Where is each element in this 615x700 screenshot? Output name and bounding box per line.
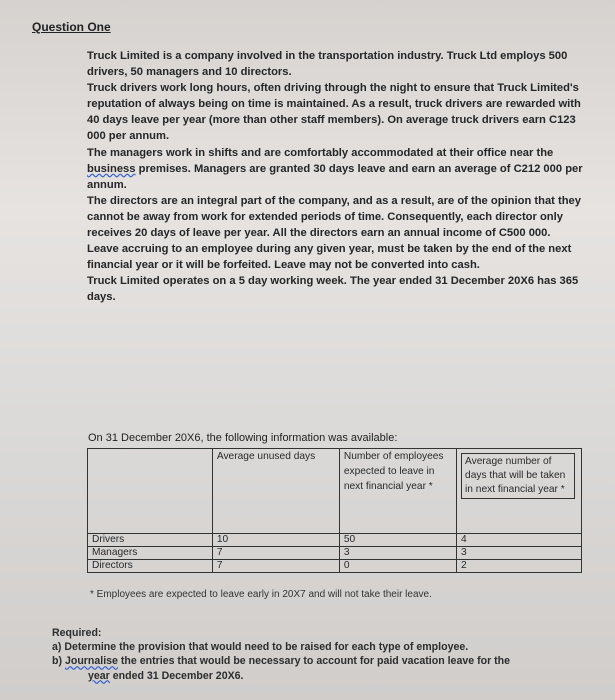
table-row xyxy=(88,534,582,547)
leave-info-table xyxy=(87,448,582,573)
row-leave: 50 xyxy=(339,534,456,547)
question-heading: Question One xyxy=(32,20,111,34)
paragraph-company: Truck Limited is a company involved in the transportation industry. Truck Ltd employs 500 drivers, 50 managers and 10 directors. xyxy=(87,50,568,79)
row-label: Drivers xyxy=(88,534,213,547)
paragraph-managers-start: The managers work in shifts and are comfortably accommodated at their office near the xyxy=(87,146,554,159)
paragraph-managers-end: premises. Managers are granted 30 days leave and earn an average of C212 000 per annum. xyxy=(87,162,583,191)
spellcheck-word-business: business xyxy=(87,162,136,175)
table-row xyxy=(88,560,582,573)
header-employees-leaving: Number of employees expected to leave in next financial year * xyxy=(339,449,456,534)
paragraph-managers xyxy=(87,145,587,193)
table-intro: On 31 December 20X6, the following information was available: xyxy=(88,432,398,444)
header-days-taken: Average number of days that will be taken in next financial year * xyxy=(457,449,582,534)
row-leave: 3 xyxy=(339,547,456,560)
paragraph-directors: The directors are an integral part of the company, and as a result, are of the opinion that they cannot be away from work for extended periods of time. Consequently, each director only receives 20 days of leave per year. All the directors earn an annual income of C500 000. xyxy=(87,194,582,240)
required-title: Required: xyxy=(52,627,102,639)
question-body xyxy=(87,48,587,306)
spellcheck-word-journalise: Journalise xyxy=(64,655,118,668)
required-part-b: b) Journalise the entries that would be necessary to account for paid vacation leave for the xyxy=(52,655,511,668)
required-part-a: a) Determine the provision that would need to be raised for each type of employee. xyxy=(52,641,469,654)
row-unused: 10 xyxy=(212,534,339,547)
header-unused-days: Average unused days xyxy=(212,449,339,534)
table-row xyxy=(88,547,582,560)
row-taken: 4 xyxy=(457,534,582,547)
row-unused: 7 xyxy=(212,560,339,573)
row-label: Managers xyxy=(88,547,213,560)
row-taken: 2 xyxy=(457,560,582,573)
row-label: Directors xyxy=(88,560,213,573)
table-header-row xyxy=(88,449,582,534)
required-section xyxy=(52,626,572,683)
table-footnote: * Employees are expected to leave early in 20X7 and will not take their leave. xyxy=(90,589,432,600)
row-leave: 0 xyxy=(339,560,456,573)
header-blank-cell xyxy=(88,449,213,534)
paragraph-drivers: Truck drivers work long hours, often driving through the night to ensure that Truck Limited's reputation of always being on time is maintained. As a result, truck drivers are rewarded with 40 days leave per year (more than other staff members). On average truck drivers earn C123 000 per annum. xyxy=(87,82,581,143)
spellcheck-word-year: year xyxy=(88,669,110,682)
row-unused: 7 xyxy=(212,547,339,560)
paragraph-working-week: Truck Limited operates on a 5 day working week. The year ended 31 December 20X6 has 365 days. xyxy=(87,275,579,304)
required-part-b-line2: year ended 31 December 20X6. xyxy=(88,669,244,682)
row-taken: 3 xyxy=(457,547,582,560)
paragraph-leave-rule: Leave accruing to an employee during any given year, must be taken by the end of the next financial year or it will be forfeited. Leave may not be converted into cash. xyxy=(87,243,572,272)
